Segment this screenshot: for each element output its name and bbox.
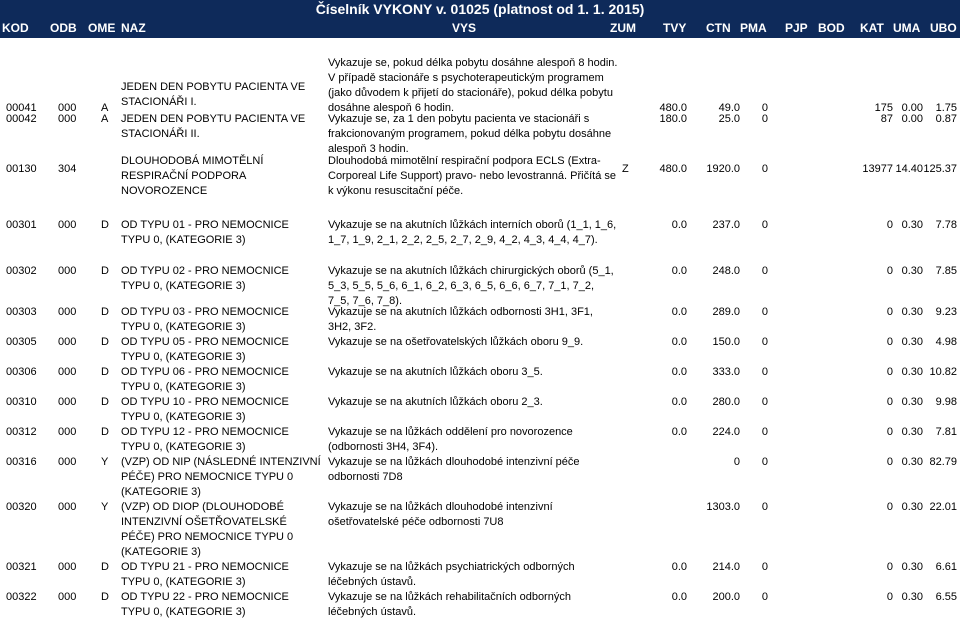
cell-naz: JEDEN DEN POBYTU PACIENTA VE STACIONÁŘI II.: [121, 113, 306, 140]
cell-kod: 00042: [6, 113, 37, 125]
cell-tvy: 0.0: [671, 219, 687, 231]
header-pma: PMA: [740, 21, 767, 35]
cell-vys: Vykazuje se, pokud délka pobytu dosáhne alespoň 8 hodin. V případě stacionáře s psychoterapeutickým programem (jako důvodem k přijetí do stacionáře), pokud délka pobytu dosáhne alespoň 6 hodin.: [328, 57, 618, 114]
cell-kat: 0.00: [901, 113, 923, 125]
cell-ctn: 214.0: [712, 561, 740, 573]
cell-ctn: 1920.0: [706, 163, 740, 175]
cell-ctn: 289.0: [712, 306, 740, 318]
cell-tvy: 0.0: [671, 265, 687, 277]
cell-kod: 00302: [6, 265, 37, 277]
cell-kat: 0.30: [901, 426, 923, 438]
cell-tvy: 0.0: [671, 306, 687, 318]
page-title: Číselník VYKONY v. 01025 (platnost od 1. 1. 2015): [0, 0, 960, 18]
cell-ctn: 25.0: [718, 113, 740, 125]
cell-ome: D: [101, 366, 109, 378]
cell-ome: D: [101, 396, 109, 408]
cell-naz: OD TYPU 21 - PRO NEMOCNICE TYPU 0, (KATEGORIE 3): [121, 561, 289, 588]
cell-ome: A: [101, 113, 109, 125]
cell-bod: 0: [886, 456, 893, 468]
header-pjp: PJP: [785, 21, 808, 35]
cell-pma: 0: [761, 501, 768, 513]
cell-odb: 000: [58, 102, 77, 114]
cell-vys: Vykazuje se na ošetřovatelských lůžkách oboru 9_9.: [328, 336, 584, 348]
cell-odb: 000: [58, 591, 77, 603]
cell-pma: 0: [761, 456, 768, 468]
cell-kat: 0.30: [901, 561, 923, 573]
cell-bod: 0: [886, 306, 893, 318]
cell-vys: Vykazuje se na akutních lůžkách oboru 2_3.: [328, 396, 543, 408]
cell-odb: 304: [58, 163, 77, 175]
cell-uma: 7.85: [935, 265, 957, 277]
cell-kod: 00130: [6, 163, 37, 175]
cell-ctn: 150.0: [712, 336, 740, 348]
cell-bod: 87: [880, 113, 893, 125]
cell-kat: 0.00: [901, 102, 923, 114]
cell-ome: D: [101, 591, 109, 603]
cell-kat: 0.30: [901, 501, 923, 513]
cell-kod: 00306: [6, 366, 37, 378]
cell-vys: Vykazuje se na lůžkách dlouhodobé intenzivní ošetřovatelské péče odbornosti 7U8: [328, 501, 553, 528]
cell-kat: 0.30: [901, 336, 923, 348]
cell-bod: 0: [886, 501, 893, 513]
cell-naz: OD TYPU 22 - PRO NEMOCNICE TYPU 0, (KATEGORIE 3): [121, 591, 289, 618]
cell-kod: 00320: [6, 501, 37, 513]
cell-naz: JEDEN DEN POBYTU PACIENTA VE STACIONÁŘI I.: [121, 81, 306, 108]
header-tvy: TVY: [663, 21, 687, 35]
cell-ctn: 280.0: [712, 396, 740, 408]
header-odb: ODB: [50, 21, 77, 35]
header-uma: UMA: [893, 21, 921, 35]
cell-tvy: 0.0: [671, 591, 687, 603]
cell-ctn: 200.0: [712, 591, 740, 603]
cell-pma: 0: [761, 561, 768, 573]
cell-kat: 0.30: [901, 396, 923, 408]
cell-vys: Vykazuje se na lůžkách rehabilitačních odborných léčebných ústavů.: [328, 591, 571, 618]
cell-kat: 14.40: [895, 163, 923, 175]
cell-pma: 0: [761, 163, 768, 175]
cell-tvy: 0.0: [671, 426, 687, 438]
cell-odb: 000: [58, 113, 77, 125]
cell-odb: 000: [58, 501, 77, 513]
cell-kod: 00041: [6, 102, 37, 114]
header-ctn: CTN: [706, 21, 731, 35]
cell-odb: 000: [58, 561, 77, 573]
cell-ome: Y: [101, 456, 109, 468]
header-naz: NAZ: [121, 21, 146, 35]
cell-tvy: 480.0: [659, 102, 687, 114]
cell-ome: D: [101, 426, 109, 438]
cell-odb: 000: [58, 366, 77, 378]
cell-kod: 00312: [6, 426, 37, 438]
cell-odb: 000: [58, 396, 77, 408]
cell-pma: 0: [761, 336, 768, 348]
cell-vys: Vykazuje se na akutních lůžkách chirurgických oborů (5_1, 5_3, 5_5, 5_6, 6_1, 6_2, 6_3, 6_5, 6_6, 6_7, 7_1, 7_2, 7_5, 7_6, 7_8).: [328, 265, 614, 307]
cell-tvy: 0.0: [671, 336, 687, 348]
cell-uma: 1.75: [935, 102, 957, 114]
cell-uma: 7.78: [935, 219, 957, 231]
cell-tvy: 0.0: [671, 561, 687, 573]
cell-bod: 0: [886, 396, 893, 408]
cell-odb: 000: [58, 265, 77, 277]
header-zum: ZUM: [610, 21, 636, 35]
cell-bod: 13977: [862, 163, 893, 175]
cell-pma: 0: [761, 366, 768, 378]
cell-bod: 0: [886, 219, 893, 231]
cell-naz: OD TYPU 05 - PRO NEMOCNICE TYPU 0, (KATEGORIE 3): [121, 336, 289, 363]
cell-bod: 0: [886, 336, 893, 348]
cell-uma: 0.87: [935, 113, 957, 125]
cell-vys: Vykazuje se na lůžkách psychiatrických odborných léčebných ústavů.: [328, 561, 575, 588]
cell-naz: (VZP) OD DIOP (DLOUHODOBÉ INTENZIVNÍ OŠETŘOVATELSKÉ PÉČE) PRO NEMOCNICE TYPU 0 (KATEGORIE 3): [121, 501, 294, 558]
cell-odb: 000: [58, 219, 77, 231]
cell-uma: 4.98: [935, 336, 957, 348]
cell-pma: 0: [761, 306, 768, 318]
header-ome: OME: [88, 21, 116, 35]
cell-kod: 00305: [6, 336, 37, 348]
cell-odb: 000: [58, 306, 77, 318]
cell-uma: 9.23: [935, 306, 957, 318]
cell-naz: OD TYPU 10 - PRO NEMOCNICE TYPU 0, (KATEGORIE 3): [121, 396, 289, 423]
cell-pma: 0: [761, 113, 768, 125]
cell-odb: 000: [58, 426, 77, 438]
cell-pma: 0: [761, 265, 768, 277]
cell-zum: Z: [622, 163, 629, 175]
cell-ome: D: [101, 336, 109, 348]
header-kat: KAT: [860, 21, 884, 35]
cell-kat: 0.30: [901, 456, 923, 468]
cell-bod: 0: [886, 561, 893, 573]
cell-pma: 0: [761, 219, 768, 231]
header-bod: BOD: [818, 21, 845, 35]
cell-vys: Vykazuje se na akutních lůžkách odbornosti 3H1, 3F1, 3H2, 3F2.: [328, 306, 593, 333]
cell-naz: OD TYPU 03 - PRO NEMOCNICE TYPU 0, (KATEGORIE 3): [121, 306, 289, 333]
cell-bod: 0: [886, 591, 893, 603]
cell-odb: 000: [58, 456, 77, 468]
cell-uma: 9.98: [935, 396, 957, 408]
cell-odb: 000: [58, 336, 77, 348]
cell-kod: 00321: [6, 561, 37, 573]
cell-uma: 6.61: [935, 561, 957, 573]
cell-ctn: 237.0: [712, 219, 740, 231]
cell-ctn: 333.0: [712, 366, 740, 378]
cell-tvy: 0.0: [671, 366, 687, 378]
cell-kod: 00301: [6, 219, 37, 231]
cell-kat: 0.30: [901, 306, 923, 318]
cell-kat: 0.30: [901, 366, 923, 378]
cell-bod: 0: [886, 265, 893, 277]
cell-naz: (VZP) OD NIP (NÁSLEDNÉ INTENZIVNÍ PÉČE) PRO NEMOCNICE TYPU 0 (KATEGORIE 3): [121, 456, 321, 498]
cell-uma: 125.37: [923, 163, 957, 175]
cell-uma: 10.82: [929, 366, 957, 378]
cell-bod: 0: [886, 366, 893, 378]
cell-vys: Vykazuje se na lůžkách oddělení pro novorozence (odbornosti 3H4, 3F4).: [328, 426, 573, 453]
cell-naz: OD TYPU 01 - PRO NEMOCNICE TYPU 0, (KATEGORIE 3): [121, 219, 289, 246]
cell-vys: Vykazuje se, za 1 den pobytu pacienta ve stacionáři s frakcionovaným programem, pokud délka pobytu dosáhne alespoň 3 hodin.: [328, 113, 612, 155]
cell-ome: Y: [101, 501, 109, 513]
cell-ctn: 1303.0: [706, 501, 740, 513]
cell-kat: 0.30: [901, 265, 923, 277]
cell-ctn: 224.0: [712, 426, 740, 438]
header-ubo: UBO: [930, 21, 957, 35]
cell-naz: DLOUHODOBÁ MIMOTĚLNÍ RESPIRAČNÍ PODPORA NOVOROZENCE: [121, 155, 264, 197]
cell-ome: D: [101, 561, 109, 573]
cell-ctn: 0: [733, 456, 740, 468]
header-kod: KOD: [2, 21, 29, 35]
cell-vys: Vykazuje se na akutních lůžkách oboru 3_5.: [328, 366, 543, 378]
cell-naz: OD TYPU 12 - PRO NEMOCNICE TYPU 0, (KATEGORIE 3): [121, 426, 289, 453]
cell-ctn: 49.0: [718, 102, 740, 114]
table-header: [0, 18, 960, 38]
cell-kod: 00322: [6, 591, 37, 603]
cell-bod: 175: [874, 102, 893, 114]
cell-vys: Vykazuje se na akutních lůžkách interních oborů (1_1, 1_6, 1_7, 1_9, 2_1, 2_2, 2_5, 2_7, 2_9, 4_2, 4_3, 4_4, 4_7).: [328, 219, 617, 246]
cell-ome: A: [101, 102, 109, 114]
cell-ctn: 248.0: [712, 265, 740, 277]
cell-pma: 0: [761, 426, 768, 438]
header-vys: VYS: [452, 21, 477, 35]
cell-uma: 7.81: [935, 426, 957, 438]
cell-kod: 00316: [6, 456, 37, 468]
cell-naz: OD TYPU 02 - PRO NEMOCNICE TYPU 0, (KATEGORIE 3): [121, 265, 289, 292]
cell-kod: 00310: [6, 396, 37, 408]
cell-ome: D: [101, 306, 109, 318]
cell-uma: 82.79: [929, 456, 957, 468]
cell-uma: 22.01: [929, 501, 957, 513]
cell-ome: D: [101, 219, 109, 231]
cell-kat: 0.30: [901, 591, 923, 603]
cell-kod: 00303: [6, 306, 37, 318]
cell-tvy: 180.0: [659, 113, 687, 125]
cell-uma: 6.55: [935, 591, 957, 603]
cell-vys: Vykazuje se na lůžkách dlouhodobé intenzivní péče odbornosti 7D8: [328, 456, 580, 483]
cell-naz: OD TYPU 06 - PRO NEMOCNICE TYPU 0, (KATEGORIE 3): [121, 366, 289, 393]
cell-pma: 0: [761, 102, 768, 114]
cell-bod: 0: [886, 426, 893, 438]
cell-kat: 0.30: [901, 219, 923, 231]
cell-pma: 0: [761, 591, 768, 603]
cell-tvy: 0.0: [671, 396, 687, 408]
cell-tvy: 480.0: [659, 163, 687, 175]
cell-ome: D: [101, 265, 109, 277]
cell-vys: Dlouhodobá mimotělní respirační podpora ECLS (Extra-Corporeal Life Support) pravo- nebo levostranná. Přičítá se k výkonu resuscitační péče.: [328, 155, 616, 197]
cell-pma: 0: [761, 396, 768, 408]
